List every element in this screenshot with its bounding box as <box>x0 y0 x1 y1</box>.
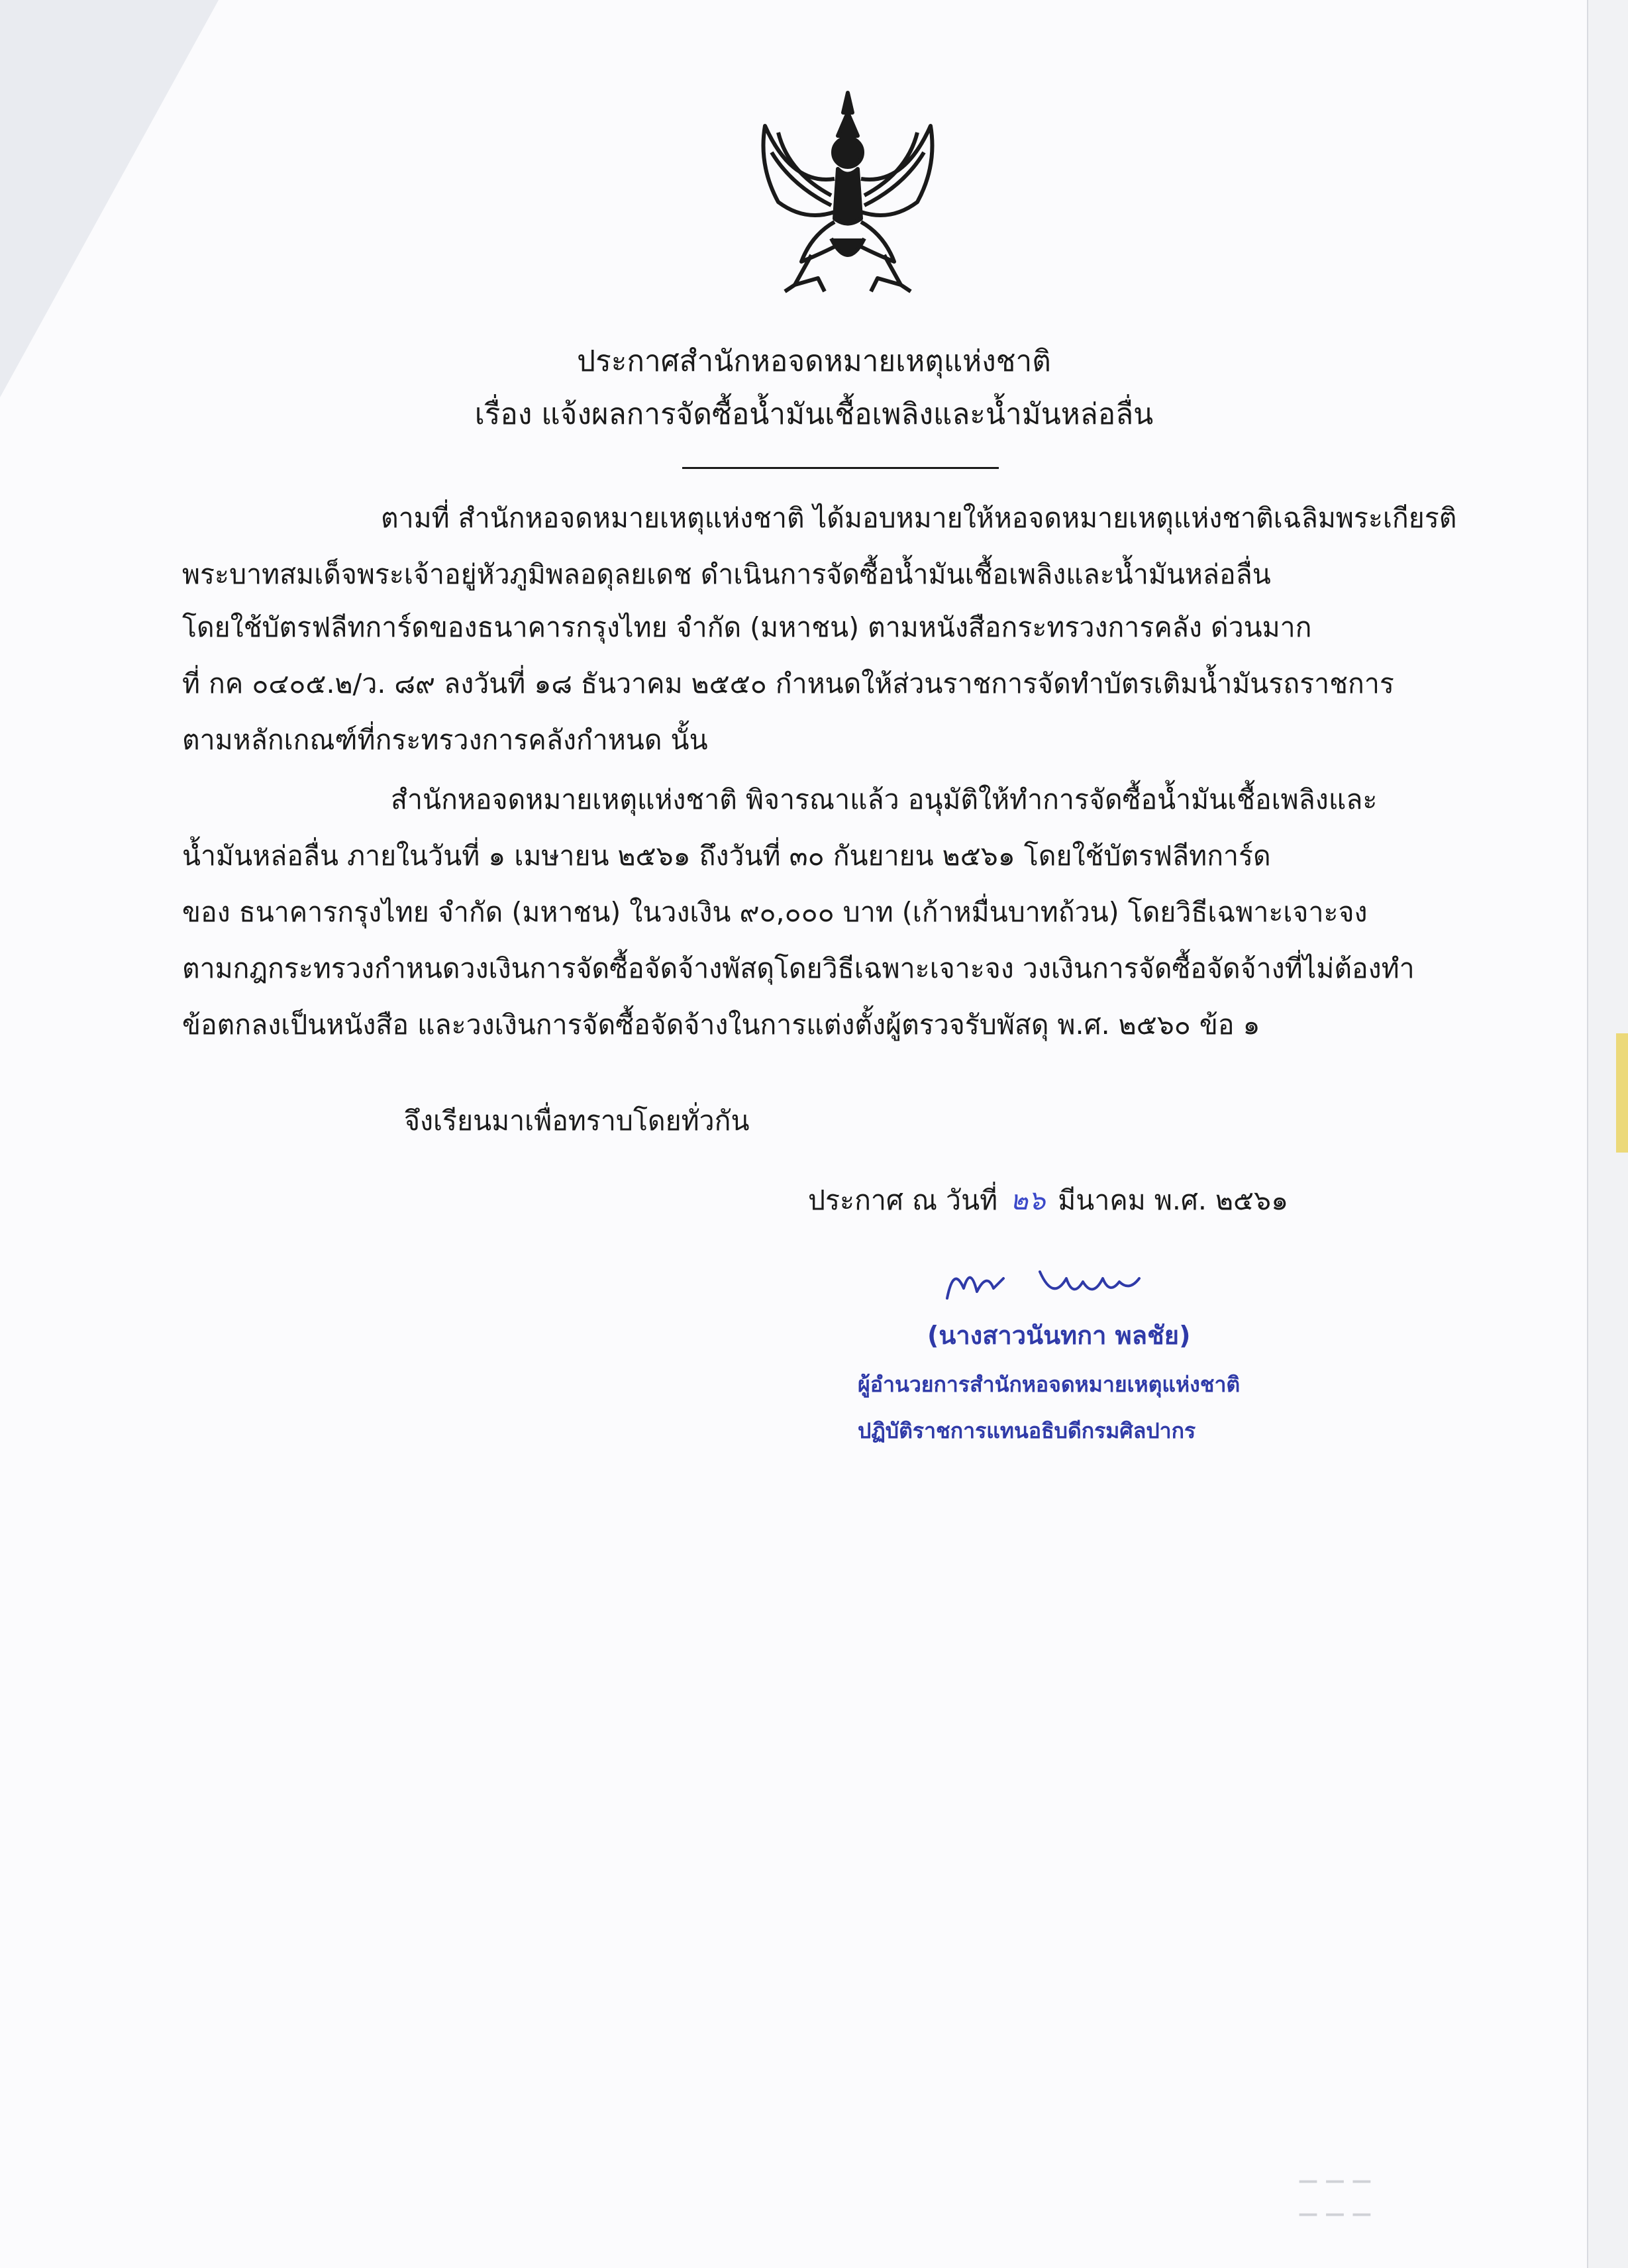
paragraph-1-line: ตามที่ สำนักหอจดหมายเหตุแห่งชาติ ได้มอบหมายให้หอจดหมายเหตุแห่งชาติเฉลิมพระเกียรติ <box>381 502 1457 534</box>
paragraph-1-line: ตามหลักเกณฑ์ที่กระทรวงการคลังกำหนด นั้น <box>182 724 708 756</box>
paragraph-1-line: พระบาทสมเด็จพระเจ้าอยู่หัวภูมิพลอดุลยเดช ดำเนินการจัดซื้อน้ำมันเชื้อเพลิงและน้ำมันหล่อลื่น <box>182 558 1271 590</box>
garuda-emblem-icon <box>738 86 957 311</box>
bleed-through-text: — — — <box>1298 2202 1372 2226</box>
paragraph-2-line: น้ำมันหล่อลื่น ภายในวันที่ ๑ เมษายน ๒๕๖๑ ถึงวันที่ ๓๐ กันยายน ๒๕๖๑ โดยใช้บัตรฟลีทการ์ด <box>182 840 1271 872</box>
bleed-through-text: — — — <box>1298 2169 1372 2192</box>
signer-name: (นางสาวนันทกา พลชัย) <box>927 1321 1191 1350</box>
page-edge-tab <box>1616 1033 1628 1153</box>
paragraph-2-line: สำนักหอจดหมายเหตุแห่งชาติ พิจารณาแล้ว อนุมัติให้ทำการจัดซื้อน้ำมันเชื้อเพลิงและ <box>391 784 1378 815</box>
handwritten-signature <box>941 1252 1179 1312</box>
signer-acting-role: ปฏิบัติราชการแทนอธิบดีกรมศิลปากร <box>858 1418 1196 1443</box>
paragraph-1-line: ที่ กค ๐๔๐๕.๒/ว. ๘๙ ลงวันที่ ๑๘ ธันวาคม ๒๕๕๐ กำหนดให้ส่วนราชการจัดทำบัตรเติมน้ำมันรถราชการ <box>182 668 1394 699</box>
date-prefix: ประกาศ ณ วันที่ <box>808 1184 998 1216</box>
date-suffix: มีนาคม พ.ศ. ๒๕๖๑ <box>1058 1184 1289 1216</box>
document-subject: เรื่อง แจ้งผลการจัดซื้อน้ำมันเชื้อเพลิงและน้ำมันหล่อลื่น <box>474 397 1154 431</box>
title-divider <box>682 467 999 469</box>
paragraph-2-line: ของ ธนาคารกรุงไทย จำกัด (มหาชน) ในวงเงิน ๙๐,๐๐๐ บาท (เก้าหมื่นบาทถ้วน) โดยวิธีเฉพาะเจาะจง <box>182 896 1368 928</box>
document-title: ประกาศสำนักหอจดหมายเหตุแห่งชาติ <box>577 344 1051 378</box>
closing-line: จึงเรียนมาเพื่อทราบโดยทั่วกัน <box>404 1105 750 1137</box>
handwritten-day: ๒๖ <box>1010 1184 1046 1216</box>
paragraph-1-line: โดยใช้บัตรฟลีทการ์ดของธนาคารกรุงไทย จำกัด (มหาชน) ตามหนังสือกระทรวงการคลัง ด่วนมาก <box>182 611 1312 643</box>
announcement-date <box>808 1179 1288 1222</box>
paragraph-2-line: ข้อตกลงเป็นหนังสือ และวงเงินการจัดซื้อจัดจ้างในการแต่งตั้งผู้ตรวจรับพัสดุ พ.ศ. ๒๕๖๐ ข้อ ๑ <box>182 1009 1260 1041</box>
signer-position: ผู้อำนวยการสำนักหอจดหมายเหตุแห่งชาติ <box>858 1372 1241 1397</box>
paragraph-2-line: ตามกฎกระทรวงกำหนดวงเงินการจัดซื้อจัดจ้างพัสดุโดยวิธีเฉพาะเจาะจง วงเงินการจัดซื้อจัดจ้างที่ไม่ต้องทำ <box>182 953 1415 984</box>
